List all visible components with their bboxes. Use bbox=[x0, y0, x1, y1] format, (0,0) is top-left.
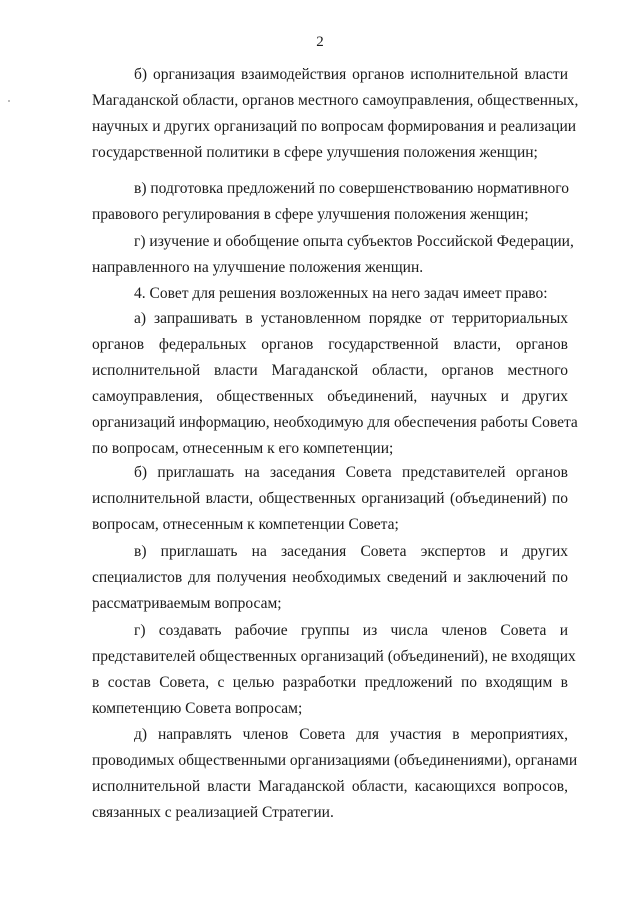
text-line: 4. Совет для решения возложенных на него задач имеет право: bbox=[134, 285, 548, 302]
text-line: г) изучение и обобщение опыта субъектов Российской Федерации, bbox=[134, 233, 574, 250]
paragraph-v-experts bbox=[92, 539, 568, 617]
text-line: научных и других организаций по вопросам формирования и реализации bbox=[92, 118, 577, 135]
text-line: организаций информацию, необходимую для обеспечения работы Совета bbox=[92, 414, 578, 431]
text-line: государственной политики в сфере улучшения положения женщин; bbox=[92, 144, 538, 161]
paragraph-d-delegate bbox=[92, 722, 578, 826]
scan-mark bbox=[8, 100, 10, 102]
text-line: б) приглашать на заседания Совета представителей органов bbox=[134, 464, 568, 481]
text-line: вопросам, отнесенным к компетенции Совета; bbox=[92, 516, 399, 533]
paragraph-v-proposals bbox=[92, 176, 568, 228]
text-line: в) подготовка предложений по совершенствованию нормативного bbox=[134, 180, 569, 197]
text-line: исполнительной власти Магаданской области, органов местного bbox=[92, 362, 568, 379]
text-line: в состав Совета, с целью разработки предложений по входящим в bbox=[92, 674, 568, 691]
paragraph-g-working-groups bbox=[92, 618, 576, 722]
paragraph-b-invite bbox=[92, 460, 568, 538]
text-line: самоуправления, общественных объединений, научных и других bbox=[92, 388, 568, 405]
text-line: в) приглашать на заседания Совета экспертов и других bbox=[134, 543, 568, 560]
text-line: а) запрашивать в установленном порядке от территориальных bbox=[134, 310, 568, 327]
text-line: связанных с реализацией Стратегии. bbox=[92, 804, 334, 821]
text-line: компетенцию Совета вопросам; bbox=[92, 700, 303, 717]
paragraph-a-request bbox=[92, 306, 578, 462]
paragraph-4-rights bbox=[92, 281, 568, 307]
text-line: правового регулирования в сфере улучшения положения женщин; bbox=[92, 206, 529, 223]
paragraph-g-study bbox=[92, 229, 574, 281]
text-line: Магаданской области, органов местного самоуправления, общественных, bbox=[92, 92, 579, 109]
paragraph-b-interaction bbox=[92, 62, 579, 166]
text-line: специалистов для получения необходимых сведений и заключений по bbox=[92, 569, 568, 586]
text-line: проводимых общественными организациями (объединениями), органами bbox=[92, 752, 578, 769]
text-line: по вопросам, отнесенным к его компетенции; bbox=[92, 440, 394, 457]
text-line: б) организация взаимодействия органов исполнительной власти bbox=[134, 66, 568, 83]
text-line: представителей общественных организаций (объединений), не входящих bbox=[92, 648, 576, 665]
text-line: д) направлять членов Совета для участия в мероприятиях, bbox=[134, 726, 568, 743]
text-line: исполнительной власти Магаданской области, касающихся вопросов, bbox=[92, 778, 568, 795]
text-line: исполнительной власти, общественных организаций (объединений) по bbox=[92, 490, 568, 507]
text-line: рассматриваемым вопросам; bbox=[92, 595, 282, 612]
text-line: органов федеральных органов государственной власти, органов bbox=[92, 336, 568, 353]
page-number: 2 bbox=[316, 34, 324, 50]
text-line: направленного на улучшение положения женщин. bbox=[92, 259, 424, 276]
text-line: г) создавать рабочие группы из числа членов Совета и bbox=[134, 622, 568, 639]
